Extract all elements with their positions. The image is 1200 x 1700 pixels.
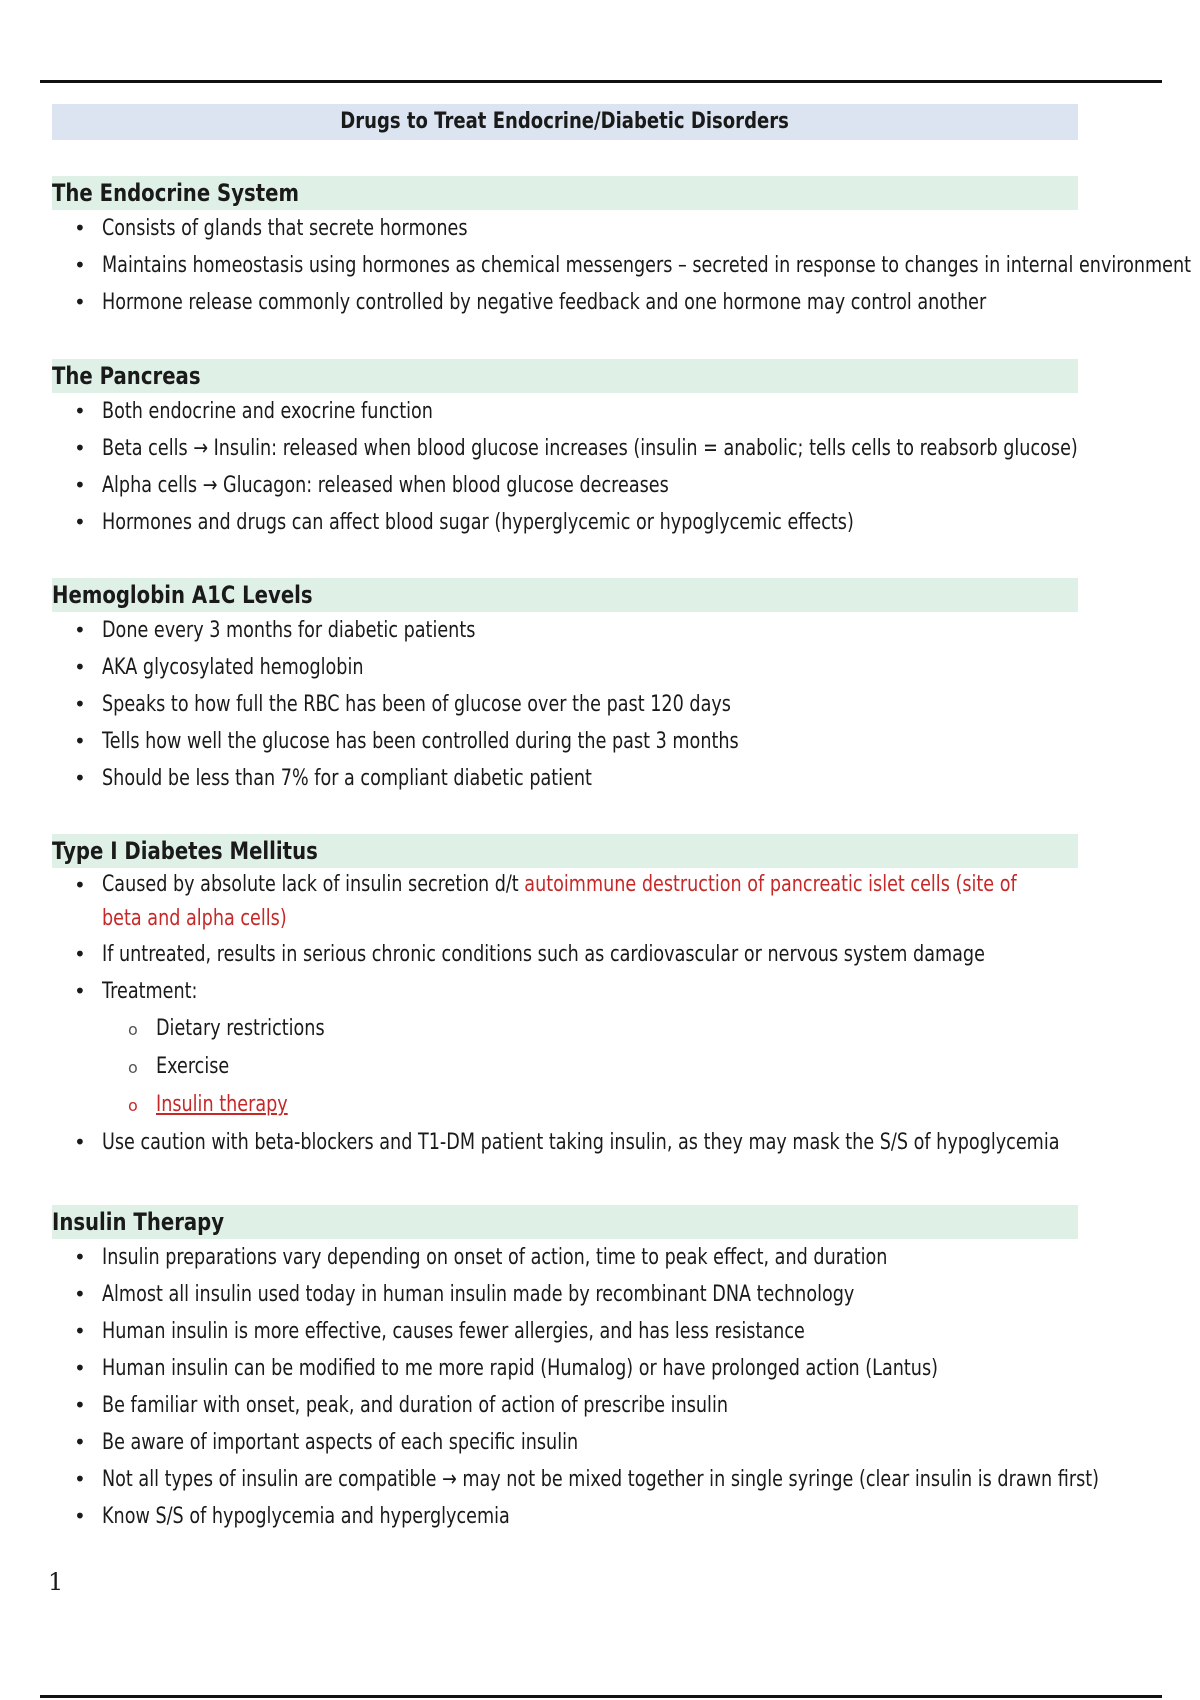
sublist-item: o Dietary restrictions [52, 1010, 1078, 1048]
top-divider [40, 80, 1162, 83]
section-insulin-therapy [52, 1205, 1100, 1535]
list-item: • Speaks to how full the RBC has been of glucose over the past 120 days [52, 686, 1078, 723]
list-item: • Both endocrine and exocrine function [52, 393, 1078, 430]
list-item: • Done every 3 months for diabetic patients [52, 612, 1078, 649]
list-item: • Alpha cells → Glucagon: released when blood glucose decreases [52, 467, 1078, 504]
list-item: • Hormones and drugs can affect blood sugar (hyperglycemic or hypoglycemic effects) [52, 504, 1078, 541]
list-item: • Beta cells → Insulin: released when blood glucose increases (insulin = anabolic; tells cells to reabsorb glucose) [52, 430, 1078, 467]
list-item: • Know S/S of hypoglycemia and hyperglycemia [52, 1498, 1078, 1535]
list-item: • Should be less than 7% for a compliant diabetic patient [52, 760, 1078, 797]
section-heading: Type I Diabetes Mellitus [52, 834, 1078, 868]
list-item: • Hormone release commonly controlled by negative feedback and one hormone may control another [52, 284, 1078, 321]
section-heading: The Endocrine System [52, 176, 1078, 210]
list-item: • Be familiar with onset, peak, and duration of action of prescribe insulin [52, 1387, 1078, 1424]
bullet-list [52, 1239, 1100, 1535]
list-item: • AKA glycosylated hemoglobin [52, 649, 1078, 686]
section-pancreas [52, 359, 1078, 541]
list-item: • If untreated, results in serious chronic conditions such as cardiovascular or nervous system damage [52, 936, 1078, 973]
list-item: • Tells how well the glucose has been controlled during the past 3 months [52, 723, 1078, 760]
page-number: 1 [48, 1568, 64, 1596]
treatment-sublist [52, 1010, 1078, 1124]
bullet-list [52, 612, 1078, 797]
section-endocrine-system [52, 176, 1192, 321]
section-heading: The Pancreas [52, 359, 1078, 393]
list-item: • Human insulin can be modified to me more rapid (Humalog) or have prolonged action (Lantus) [52, 1350, 1078, 1387]
list-item: • Human insulin is more effective, causes fewer allergies, and has less resistance [52, 1313, 1078, 1350]
sublist-item: o Exercise [52, 1048, 1078, 1086]
list-item: • Insulin preparations vary depending on onset of action, time to peak effect, and duration [52, 1239, 1078, 1276]
insulin-therapy-link[interactable]: Insulin therapy [156, 1092, 288, 1117]
list-item: • Treatment: [52, 973, 1078, 1010]
list-item: • Consists of glands that secrete hormones [52, 210, 1078, 247]
list-item: • Not all types of insulin are compatible → may not be mixed together in single syringe (clear insulin is drawn first) [52, 1461, 1078, 1498]
bullet-list [52, 1124, 1078, 1161]
list-item: • Use caution with beta-blockers and T1-DM patient taking insulin, as they may mask the S/S of hypoglycemia [52, 1124, 1078, 1161]
list-item: • Caused by absolute lack of insulin secretion d/t autoimmune destruction of pancreatic islet cells (site of beta and alpha cells) [52, 868, 1078, 936]
bottom-divider [40, 1695, 1162, 1698]
list-item: • Almost all insulin used today in human insulin made by recombinant DNA technology [52, 1276, 1078, 1313]
bullet-list [52, 393, 1078, 541]
sublist-item [52, 1086, 1078, 1124]
bullet-list [52, 868, 1078, 1010]
list-item: • Maintains homeostasis using hormones as chemical messengers – secreted in response to changes in internal environment [52, 247, 1078, 284]
highlighted-text: autoimmune destruction of pancreatic islet cells (site of beta and alpha cells) [102, 872, 1017, 931]
document-title-text: Drugs to Treat Endocrine/Diabetic Disorders [340, 109, 790, 134]
section-type-1-diabetes [52, 834, 1078, 1161]
section-heading: Insulin Therapy [52, 1205, 1078, 1239]
section-heading: Hemoglobin A1C Levels [52, 578, 1078, 612]
list-item: • Be aware of important aspects of each specific insulin [52, 1424, 1078, 1461]
document-title [52, 104, 1078, 140]
section-hemoglobin-a1c [52, 578, 1078, 797]
bullet-list [52, 210, 1192, 321]
